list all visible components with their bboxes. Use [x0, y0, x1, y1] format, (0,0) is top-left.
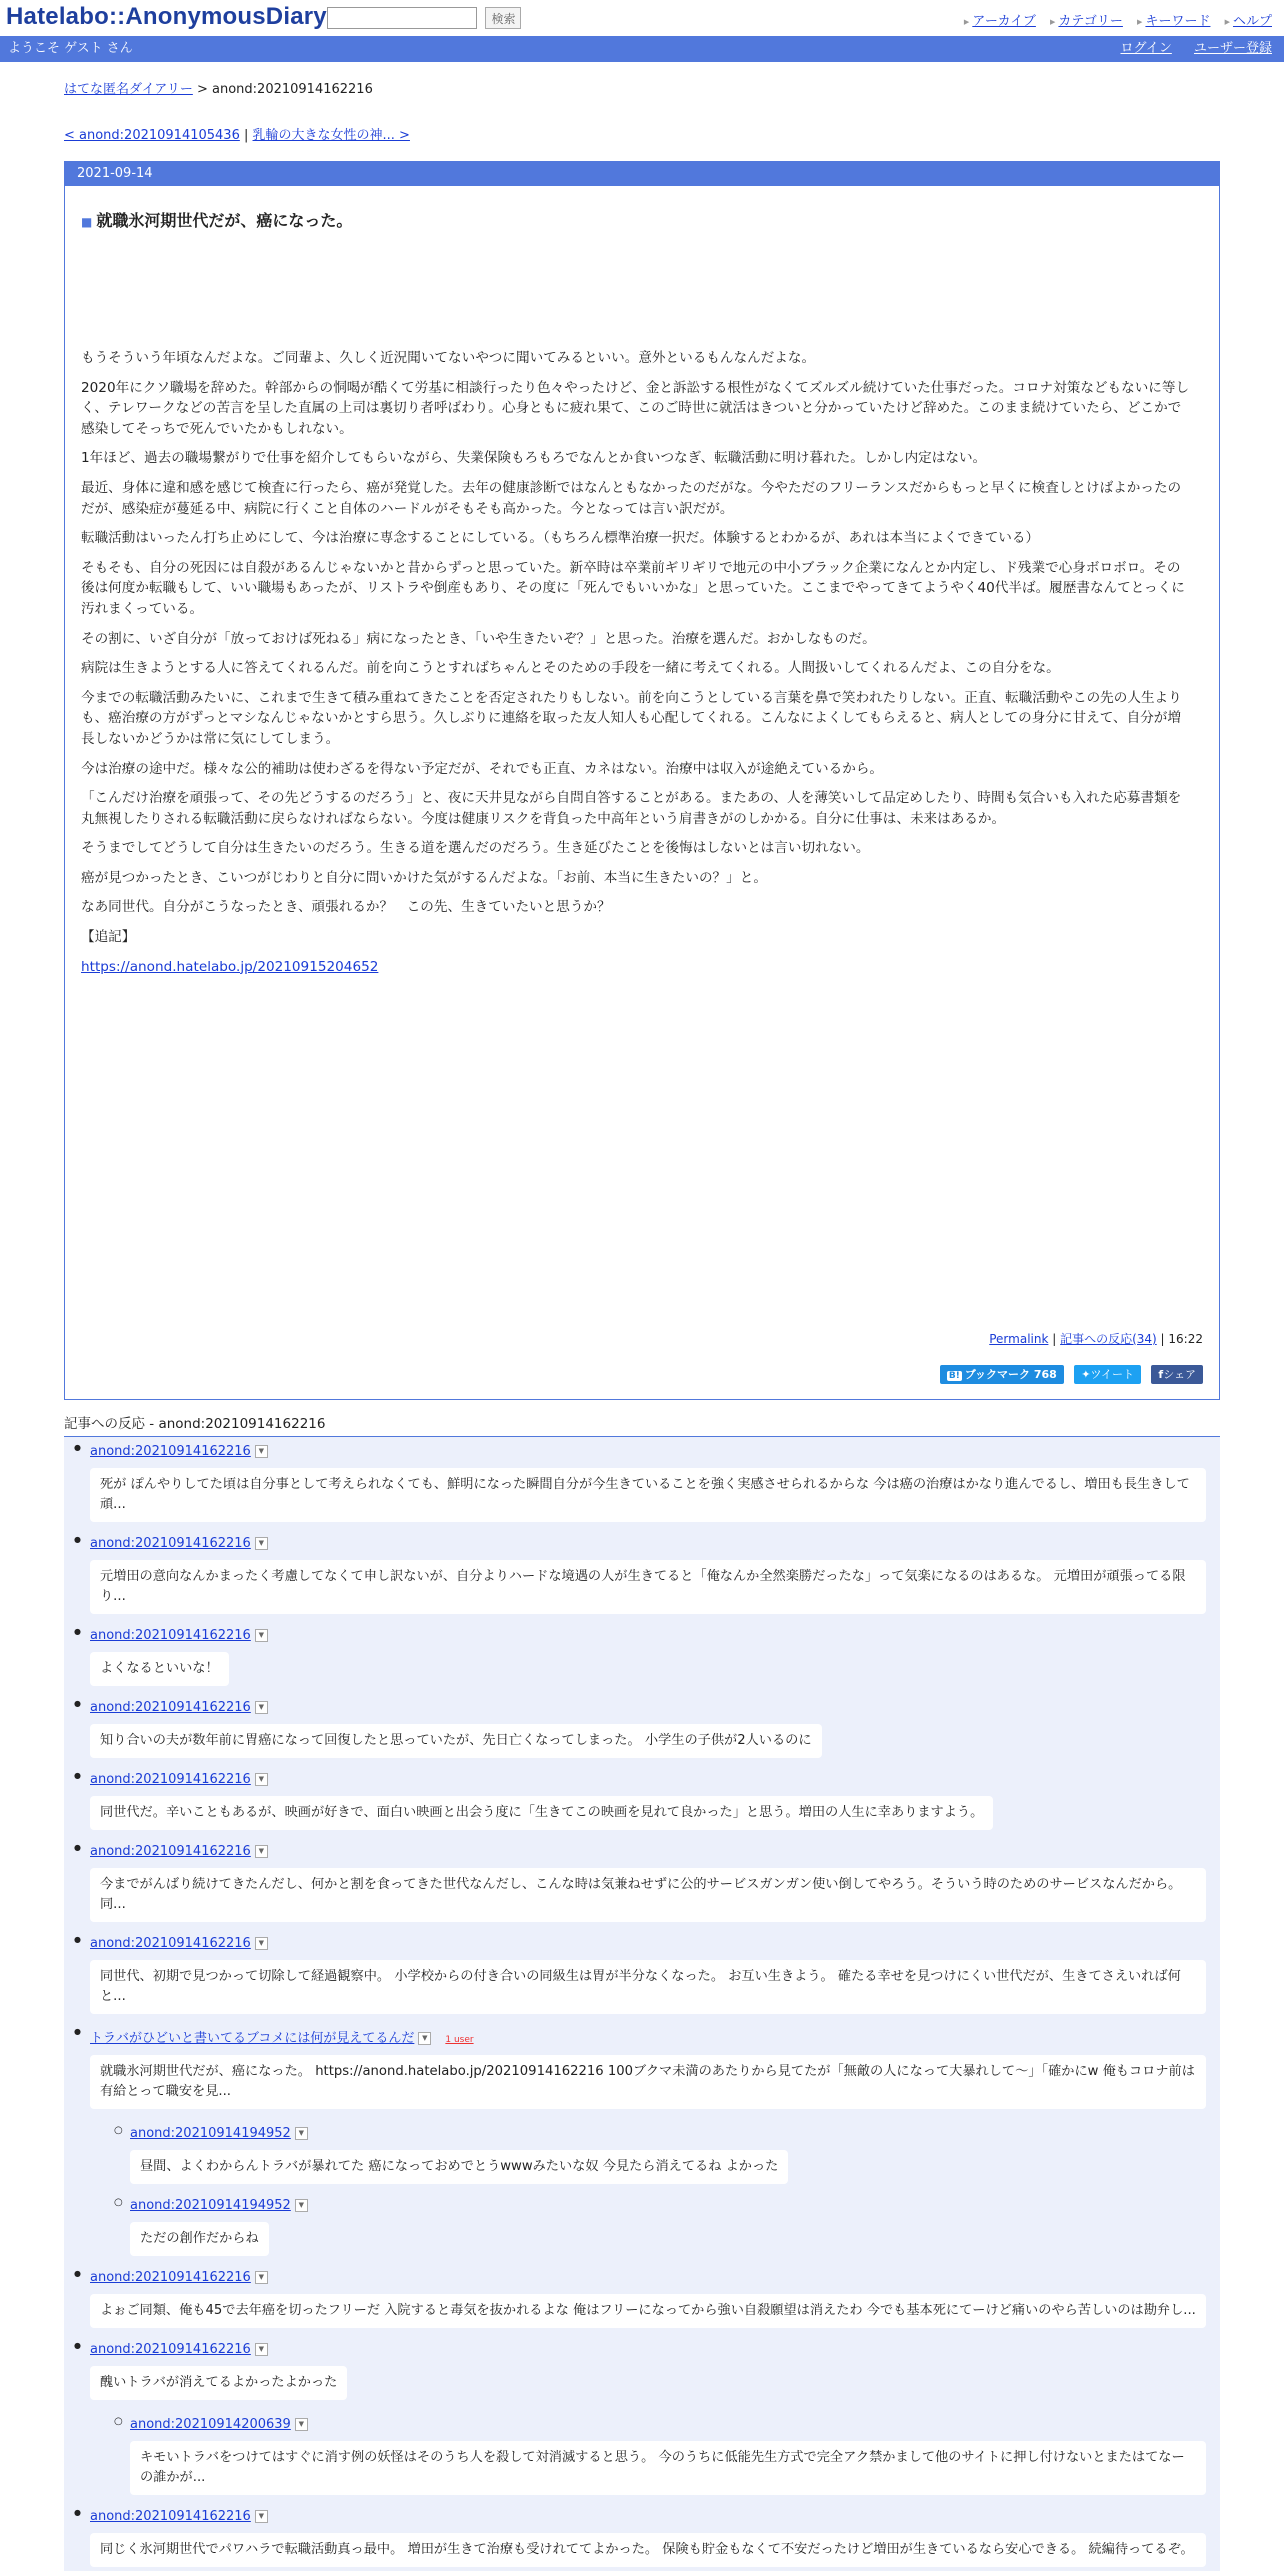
- chevron-down-icon[interactable]: ▼: [255, 1537, 268, 1550]
- list-item: [130, 2197, 1206, 2256]
- entry-title: 就職氷河期世代だが、癌になった。: [96, 211, 353, 230]
- breadcrumb-home-link[interactable]: はてな匿名ダイアリー: [64, 82, 193, 97]
- reaction-excerpt: 知り合いの夫が数年前に胃癌になって回復したと思っていたが、先日亡くなってしまった。 小学生の子供が2人いるのに: [90, 1724, 822, 1758]
- reaction-link[interactable]: anond:20210914162216: [90, 1444, 251, 1459]
- footer-separator: |: [1048, 1332, 1061, 1346]
- reaction-excerpt: 醜いトラバが消えてるよかったよかった: [90, 2366, 347, 2400]
- entry-paragraph: 今までの転職活動みたいに、これまで生きて積み重ねてきたことを否定されたりもしない。前を向こうとしている言葉を鼻で笑われたりしない。正直、転職活動やこの先の人生よりも、癌治療の方がずっとマシなんじゃないかとすら思う。久しぶりに連絡を取った友人知人も心配してくれる。こんなによくしてもらえると、病人としての身分に甘えて、自分が増長しないかどうかは常に気にしてしまう。: [81, 689, 1182, 747]
- reaction-excerpt: 昼間、よくわからんトラバが暴れてた 癌になっておめでとうwwwみたいな奴 今見たら消えてるね よかった: [130, 2150, 788, 2184]
- reaction-link[interactable]: anond:20210914162216: [90, 1700, 251, 1715]
- reaction-link[interactable]: anond:20210914162216: [90, 2342, 251, 2357]
- list-item: [90, 2508, 1206, 2567]
- entry-paragraph: 最近、身体に違和感を感じて検査に行ったら、癌が発覚した。去年の健康診断ではなんともなかったのだがな。今やただのフリーランスだからもっと早くに検査しとけばよかったのだが、感染症が蔓延る中、病院に行くこと自体のハードルがそもそも高かった。今となっては言い訳だが。: [81, 479, 1182, 517]
- title-square-icon[interactable]: ■: [81, 215, 93, 229]
- reaction-link[interactable]: anond:20210914162216: [90, 1628, 251, 1643]
- reaction-excerpt: 同じく氷河期世代でパワハラで転職活動真っ最中。 増田が生きて治療も受けれててよかった。 保険も貯金もなくて不安だったけど増田が生きているなら安心できる。 続編待ってるぞ。: [90, 2533, 1206, 2567]
- reaction-link[interactable]: anond:20210914162216: [90, 2509, 251, 2524]
- entry-paragraph: 2020年にクソ職場を辞めた。幹部からの恫喝が酷くて労基に相談行ったり色々やったけど、金と訴訟する根性がなくてズルズル続けていた仕事だった。コロナ対策などもないに等しく、テレワークなどの苦言を呈した直属の上司は裏切り者呼ばわり。心身ともに疲れ果て、このご時世に就活はきついと分かっていたけど辞めた。このまま続けていたら、どこかで感染してそっちで死んでいたかもしれない。: [81, 379, 1190, 437]
- chevron-down-icon[interactable]: ▼: [255, 2343, 268, 2356]
- entry-paragraph: 「こんだけ治療を頑張って、その先どうするのだろう」と、夜に天井見ながら自問自答することがある。またあの、人を薄笑いして品定めしたり、時間も気合いも入れた応募書類を丸無視したりされる転職活動に戻らなければならない。今度は健康リスクを背負った中高年という肩書きがのしかかる。自分に仕事は、未来はあるか。: [81, 790, 1182, 827]
- reaction-link[interactable]: anond:20210914194952: [130, 2126, 291, 2141]
- next-entry-link[interactable]: 乳輪の大きな女性の神... >: [252, 128, 410, 143]
- search-form: [327, 7, 521, 29]
- share-buttons: [934, 1365, 1203, 1384]
- entry-paragraph: そもそも、自分の死因には自殺があるんじゃないかと昔からずっと思っていた。新卒時は卒業前ギリギリで地元の中小ブラック企業になんとか内定し、ド残業で心身ボロボロ。その後は何度か転職もして、いい職場もあったが、リストラや倒産もあり、その度に「死んでもいいかな」と思っていた。ここまでやってきてようやく40代半ば。履歴書なんてとっくに汚れまくっている。: [81, 559, 1185, 617]
- list-item: [90, 1843, 1206, 1922]
- reaction-link[interactable]: anond:20210914194952: [130, 2198, 291, 2213]
- chevron-down-icon[interactable]: ▼: [255, 1937, 268, 1950]
- nav-category-link[interactable]: ▶ カテゴリー: [1050, 14, 1123, 29]
- entry-time: 16:22: [1168, 1332, 1203, 1346]
- search-button[interactable]: 検索: [485, 7, 521, 29]
- chevron-down-icon[interactable]: ▼: [255, 1773, 268, 1786]
- list-item: [130, 2125, 1206, 2184]
- main-content: [64, 78, 1220, 2571]
- list-item: [90, 1627, 1206, 1686]
- search-input[interactable]: [327, 7, 477, 29]
- chevron-down-icon[interactable]: ▼: [295, 2418, 308, 2431]
- entry-body: [65, 348, 1219, 977]
- facebook-share-label: シェア: [1163, 1368, 1196, 1381]
- site-logo[interactable]: Hatelabo::AnonymousDiary: [6, 3, 327, 30]
- chevron-down-icon[interactable]: ▼: [255, 1629, 268, 1642]
- entry-paragraph: そうまでしてどうして自分は生きたいのだろう。生きる道を選んだのだろう。生き延びたことを後悔はしないとは言い切れない。: [81, 840, 870, 857]
- nav-keyword-link[interactable]: ▶ キーワード: [1137, 14, 1210, 29]
- chevron-down-icon[interactable]: ▼: [418, 2032, 431, 2045]
- reaction-link[interactable]: anond:20210914162216: [90, 1536, 251, 1551]
- entry-paragraph: 癌が見つかったとき、こいつがじわりと自分に問いかけた気がするんだよな。「お前、本当に生きたいの？」と。: [81, 869, 767, 886]
- chevron-down-icon[interactable]: ▼: [255, 1701, 268, 1714]
- reaction-excerpt: 今までがんばり続けてきたんだし、何かと割を食ってきた世代なんだし、こんな時は気兼ねせずに公的サービスガンガン使い倒してやろう。そういう時のためのサービスなんだから。同...: [90, 1868, 1206, 1922]
- nav-archive-link[interactable]: ▶ アーカイブ: [964, 14, 1036, 29]
- chevron-down-icon[interactable]: ▼: [255, 1445, 268, 1458]
- facebook-share-button[interactable]: [1151, 1365, 1203, 1384]
- breadcrumb-current: anond:20210914162216: [212, 82, 373, 97]
- list-item: [90, 1699, 1206, 1758]
- reaction-excerpt: ただの創作だからね: [130, 2222, 269, 2256]
- reaction-excerpt: 元増田の意向なんかまったく考慮してなくて申し訳ないが、自分よりハードな境遇の人が生きてると「俺なんか全然楽勝だったな」って気楽になるのはあるな。 元増田が頑張ってる限り...: [90, 1560, 1206, 1614]
- reaction-link[interactable]: anond:20210914162216: [90, 1772, 251, 1787]
- permalink-link[interactable]: Permalink: [989, 1332, 1049, 1346]
- footer-separator: |: [1156, 1332, 1169, 1346]
- reaction-excerpt: 就職氷河期世代だが、癌になった。 https://anond.hatelabo.jp/20210914162216 100ブクマ未満のあたりから見てたが「無敵の人になって大暴れして〜」「確かにw 俺もコロナ前は有給とって職安を見...: [90, 2055, 1206, 2109]
- entry-paragraph: その割に、いざ自分が「放っておけば死ねる」病になったとき、「いや生きたいぞ？」と思った。治療を選んだ。おかしなものだ。: [81, 630, 876, 647]
- prev-entry-link[interactable]: < anond:20210914105436: [64, 128, 240, 143]
- entry-paragraph: なあ同世代。自分がこうなったとき、頑張れるか？ この先、生きていたいと思うか？: [81, 899, 611, 916]
- entry-paragraph: もうそういう年頃なんだよな。ご同輩よ、久しく近況聞いてないやつに聞いてみるといい。意外といるもんなんだよな。: [81, 350, 816, 366]
- top-header: [0, 0, 1284, 36]
- entry-box: [64, 161, 1220, 1400]
- chevron-down-icon[interactable]: ▼: [295, 2127, 308, 2140]
- entry-paragraph: 【追記】: [81, 929, 136, 946]
- reaction-link[interactable]: anond:20210914200639: [130, 2417, 291, 2432]
- list-item: [90, 1443, 1206, 1522]
- list-item: [90, 1935, 1206, 2014]
- chevron-down-icon[interactable]: ▼: [255, 1845, 268, 1858]
- list-item: [130, 2416, 1206, 2495]
- breadcrumb: [64, 78, 1220, 97]
- list-item: [90, 1535, 1206, 1614]
- welcome-text: ようこそ ゲスト さん: [8, 41, 133, 56]
- reactions-heading: 記事への反応 - anond:20210914162216: [64, 1412, 1220, 1437]
- chevron-down-icon[interactable]: ▼: [255, 2271, 268, 2284]
- entry-paragraph: 病院は生きようとする人に答えてくれるんだ。前を向こうとすればちゃんとそのための手段を一緒に考えてくれる。人間扱いしてくれるんだよ、この自分をな。: [81, 660, 1060, 677]
- reaction-excerpt: よくなるといいな！: [90, 1652, 229, 1686]
- reactions-list: [64, 1437, 1220, 2571]
- reaction-link[interactable]: anond:20210914162216: [90, 2270, 251, 2285]
- reaction-link[interactable]: anond:20210914162216: [90, 1844, 251, 1859]
- pager-separator: |: [239, 128, 253, 143]
- list-item: [90, 2341, 1206, 2495]
- reaction-excerpt: キモいトラバをつけてはすぐに消す例の妖怪はそのうち人を殺して対消滅すると思う。 今のうちに低能先生方式で完全アク禁かまして他のサイトに押し付けないとまたはてなーの誰かが...: [130, 2441, 1206, 2495]
- chevron-down-icon[interactable]: ▼: [255, 2510, 268, 2523]
- hatena-bookmark-count: ブックマーク 768: [964, 1368, 1057, 1381]
- facebook-icon: f: [1158, 1368, 1164, 1381]
- reactions-count-link[interactable]: 記事への反応(34): [1060, 1332, 1157, 1346]
- entry-footer: [989, 1330, 1203, 1347]
- list-item: [90, 1771, 1206, 1830]
- login-link[interactable]: ログイン: [1120, 41, 1172, 56]
- list-item: [90, 2027, 1206, 2256]
- welcome-bar: [0, 36, 1284, 62]
- addendum-link[interactable]: https://anond.hatelabo.jp/20210915204652: [81, 958, 379, 975]
- register-link[interactable]: ユーザー登録: [1193, 41, 1272, 56]
- reaction-excerpt: 同世代だ。辛いこともあるが、映画が好きで、面白い映画と出会う度に「生きてこの映画を見れて良かった」と思う。増田の人生に幸ありますよう。: [90, 1796, 993, 1830]
- hatena-bookmark-icon: B!: [948, 1371, 960, 1381]
- reaction-link[interactable]: anond:20210914162216: [90, 1936, 251, 1951]
- entry-date: 2021-09-14: [65, 162, 1219, 186]
- reaction-excerpt: よぉご同類、俺も45で去年癌を切ったフリーだ 入院すると毒気を抜かれるよな 俺はフリーになってから強い自殺願望は消えたわ 今でも基本死にてーけど痛いのやら苦しいのは勘弁し...: [90, 2294, 1206, 2328]
- reaction-excerpt: 死が ぽんやりしてた頃は自分事として考えられなくても、鮮明になった瞬間自分が今生きていることを強く実感させられるからな 今は癌の治療はかなり進んでるし、増田も長生きして頑...: [90, 1468, 1206, 1522]
- chevron-down-icon[interactable]: ▼: [295, 2199, 308, 2212]
- hatena-bookmark-button[interactable]: [940, 1365, 1064, 1384]
- tweet-button[interactable]: [1074, 1365, 1141, 1384]
- bookmark-users-link[interactable]: 1 user: [445, 2035, 474, 2045]
- entry-pager: [64, 124, 1220, 143]
- entry-paragraph: 今は治療の途中だ。様々な公的補助は使わざるを得ない予定だが、それでも正直、カネはない。治療中は収入が途絶えているから。: [81, 760, 884, 777]
- entry-paragraph: 転職活動はいったん打ち止めにして、今は治療に専念することにしている。（もちろん標準治療一択だ。体験するとわかるが、あれは本当によくできている）: [81, 530, 1040, 547]
- nav-help-link[interactable]: ▶ ヘルプ: [1225, 14, 1272, 29]
- reaction-link[interactable]: トラバがひどいと書いてるブコメには何が見えてるんだ: [90, 2031, 415, 2046]
- breadcrumb-separator: >: [192, 82, 213, 97]
- reaction-excerpt: 同世代、初期で見つかって切除して経過観察中。 小学校からの付き合いの同級生は胃が半分なくなった。 お互い生きよう。 確たる幸せを見つけにくい世代だが、生きてさえいれば何と...: [90, 1960, 1206, 2014]
- list-item: [90, 2269, 1206, 2328]
- twitter-icon: ✦: [1081, 1368, 1091, 1381]
- top-nav: [954, 10, 1272, 29]
- tweet-label: ツイート: [1090, 1368, 1134, 1381]
- entry-title-row: [81, 208, 1219, 231]
- entry-paragraph: 1年ほど、過去の職場繋がりで仕事を紹介してもらいながら、失業保険もろもろでなんとか食いつなぎ、転職活動に明け暮れた。しかし内定はない。: [81, 450, 987, 467]
